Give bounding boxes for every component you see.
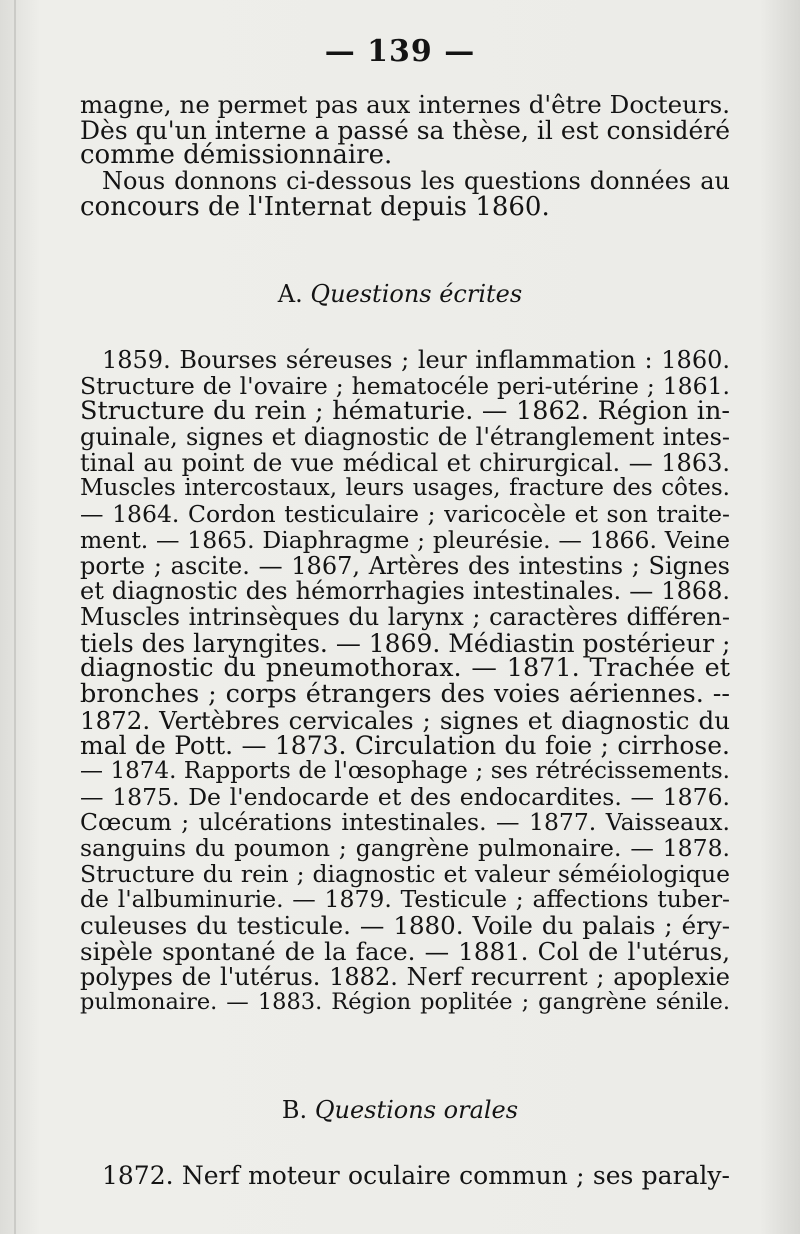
text-line: pulmonaire. — 1883. Région poplitée ; gangrène sénile. xyxy=(80,989,730,1016)
text-line: comme démissionnaire. xyxy=(80,140,393,171)
section-b-title: Questions orales xyxy=(314,1096,519,1124)
text-line: Cœcum ; ulcérations intestinales. — 1877. Vaisseaux. xyxy=(80,808,730,837)
text-line: mal de Pott. — 1873. Circulation du foie ; cirrhose. xyxy=(80,731,730,761)
page-number: — 139 — xyxy=(324,34,476,69)
text-line: de l'albuminurie. — 1879. Testicule ; affections tuber- xyxy=(80,885,730,914)
text-line: Structure de l'ovaire ; hematocéle peri-utérine ; 1861. xyxy=(80,371,730,400)
page-edge-shadow xyxy=(14,0,16,1234)
text-line: diagnostic du pneumothorax. — 1871. Trachée et xyxy=(80,653,730,684)
text-line: Muscles intercostaux, leurs usages, fracture des côtes. xyxy=(80,475,730,502)
section-a-letter: A. xyxy=(277,280,303,308)
text-line: — 1864. Cordon testiculaire ; varicocèle et son traite- xyxy=(80,500,730,529)
text-line: sipèle spontané de la face. — 1881. Col de l'utérus, xyxy=(80,936,730,966)
text-line: porte ; ascite. — 1867, Artères des intestins ; Signes xyxy=(80,551,730,580)
section-a-title: Questions écrites xyxy=(310,280,523,308)
text-line: magne, ne permet pas aux internes d'être Docteurs. xyxy=(80,90,730,119)
text-line: ment. — 1865. Diaphragme ; pleurésie. — 1866. Veine xyxy=(80,525,730,554)
text-line: 1872. Nerf moteur oculaire commun ; ses paraly- xyxy=(102,1161,730,1190)
text-line: et diagnostic des hémorrhagies intestinales. — 1868. xyxy=(80,577,730,606)
text-line: sanguins du poumon ; gangrène pulmonaire. — 1878. xyxy=(80,834,730,863)
text-line: Structure du rein ; diagnostic et valeur séméiologique xyxy=(80,859,730,888)
section-b-letter: B. xyxy=(281,1096,308,1124)
text-line: tinal au point de vue médical et chirurgical. — 1863. xyxy=(80,448,730,477)
text-line: Dès qu'un interne a passé sa thèse, il est considéré xyxy=(80,115,730,145)
section-a-heading xyxy=(0,280,800,308)
text-line: polypes de l'utérus. 1882. Nerf recurrent ; apoplexie xyxy=(80,962,730,991)
text-line: — 1875. De l'endocarde et des endocardites. — 1876. xyxy=(80,782,730,811)
text-line: 1872. Vertèbres cervicales ; signes et diagnostic du xyxy=(80,705,730,735)
text-line: — 1874. Rapports de l'œsophage ; ses rétrécissements. xyxy=(80,758,730,784)
text-line: bronches ; corps étrangers des voies aériennes. -- xyxy=(80,678,730,709)
section-b-paragraph xyxy=(80,1163,730,1189)
text-line: Muscles intrinsèques du larynx ; caractères différen- xyxy=(80,602,730,631)
text-line: concours de l'Internat depuis 1860. xyxy=(80,191,550,222)
text-line: culeuses du testicule. — 1880. Voile du palais ; éry- xyxy=(80,911,730,941)
section-b-heading xyxy=(0,1096,800,1124)
intro-paragraph xyxy=(80,92,730,220)
text-line: Structure du rein ; hématurie. — 1862. Région in- xyxy=(80,396,730,427)
text-line: guinale, signes et diagnostic de l'étranglement intes- xyxy=(80,423,730,452)
text-line: Nous donnons ci-dessous les questions données au xyxy=(102,167,730,196)
section-a-paragraph xyxy=(80,348,730,1016)
text-line: tiels des laryngites. — 1869. Médiastin postérieur ; xyxy=(80,628,731,658)
text-line: 1859. Bourses séreuses ; leur inflammation : 1860. xyxy=(102,346,730,374)
